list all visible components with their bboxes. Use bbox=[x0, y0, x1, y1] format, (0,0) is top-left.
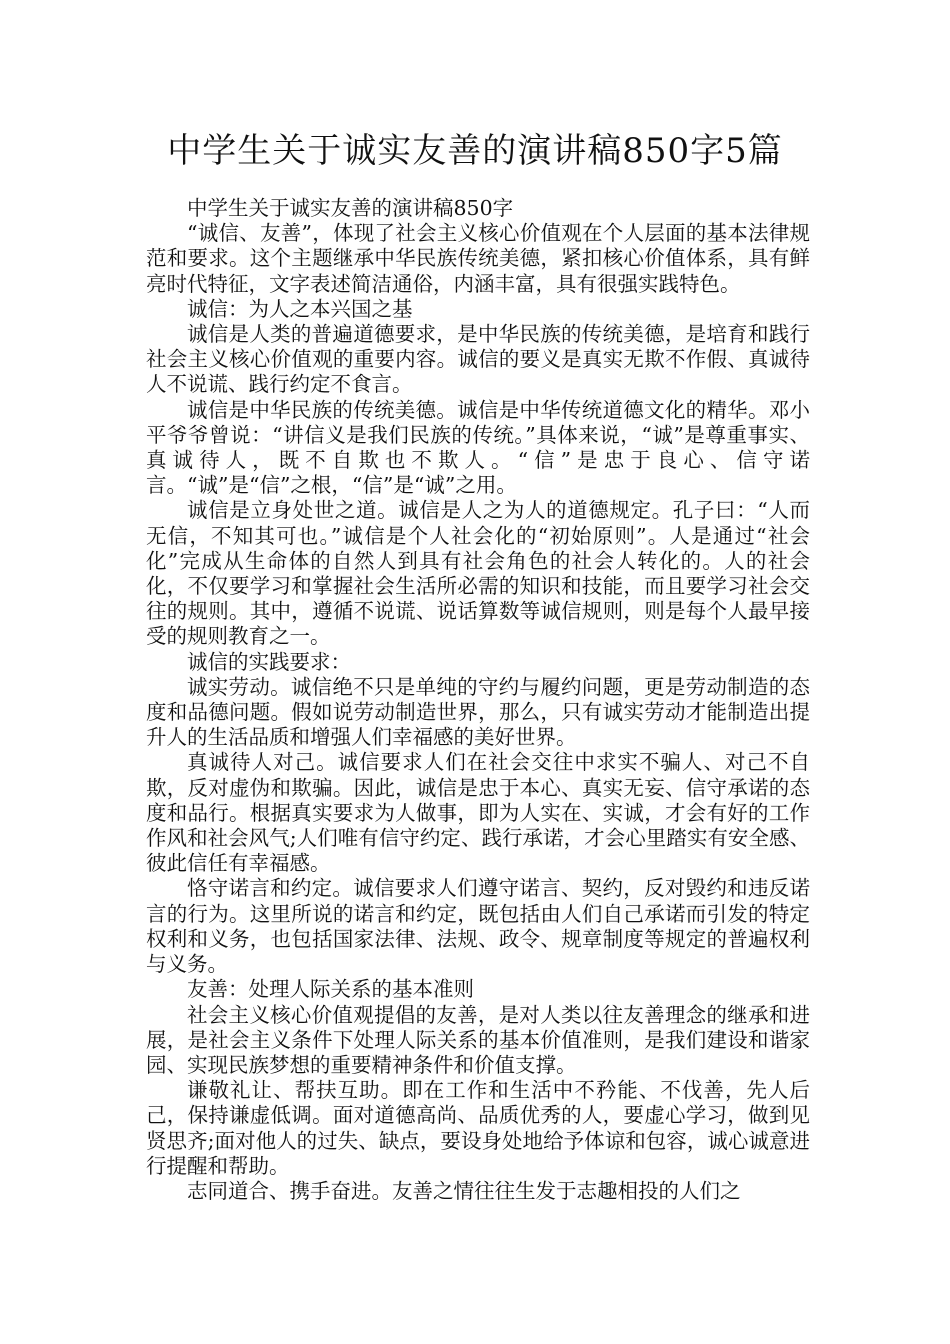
paragraph: 诚信是人类的普遍道德要求，是中华民族的传统美德，是培育和践行社会主义核心价值观的重要内容。诚信的要义是真实无欺不作假、真诚待人不说谎、践行约定不食言。 bbox=[146, 322, 810, 397]
paragraph: 诚实劳动。诚信绝不只是单纯的守约与履约问题，更是劳动制造的态度和品德问题。假如说劳动制造世界，那么，只有诚实劳动才能制造出提升人的生活品质和增强人们幸福感的美好世界。 bbox=[146, 674, 810, 750]
paragraph: 社会主义核心价值观提倡的友善，是对人类以往友善理念的继承和进展，是社会主义条件下处理人际关系的基本价值准则，是我们建设和谐家园、实现民族梦想的重要精神条件和价值支撑。 bbox=[146, 1002, 810, 1077]
section-heading-practice: 诚信的实践要求： bbox=[187, 649, 351, 674]
section-heading-friendliness: 友善：处理人际关系的基本准则 bbox=[187, 977, 474, 1002]
paragraph-subtitle: 中学生关于诚实友善的演讲稿850字 bbox=[187, 196, 514, 220]
paragraph: 志同道合、携手奋进。友善之情往往生发于志趣相投的人们之 bbox=[187, 1178, 741, 1203]
paragraph: 恪守诺言和约定。诚信要求人们遵守诺言、契约，反对毁约和违反诺言的行为。这里所说的诺言和约定，既包括由人们自己承诺而引发的特定权利和义务，也包括国家法律、法规、政令、规章制度等规定的普遍权利与义务。 bbox=[146, 876, 810, 977]
paragraph: 诚信是中华民族的传统美德。诚信是中华传统道德文化的精华。邓小平爷爷曾说：“讲信义是我们民族的传统。”具体来说，“诚”是尊重事实、真诚待人，既不自欺也不欺人。“信”是忠于良心、信守诺言。“诚”是“信”之根，“信”是“诚”之用。 bbox=[146, 397, 810, 498]
document-title: 中学生关于诚实友善的演讲稿850字5篇 bbox=[167, 131, 783, 171]
paragraph: 谦敬礼让、帮扶互助。即在工作和生活中不矜能、不伐善，先人后己，保持谦虚低调。面对道德高尚、品质优秀的人，要虚心学习，做到见贤思齐;面对他人的过失、缺点，要设身处地给予体谅和包容，诚心诚意进行提醒和帮助。 bbox=[146, 1078, 810, 1178]
document-body bbox=[146, 196, 810, 1204]
paragraph-intro: “诚信、友善”，体现了社会主义核心价值观在个人层面的基本法律规范和要求。这个主题继承中华民族传统美德，紧扣核心价值体系，具有鲜亮时代特征，文字表述简洁通俗，内涵丰富，具有很强实践特色。 bbox=[146, 221, 810, 296]
paragraph: 真诚待人对己。诚信要求人们在社会交往中求实不骗人、对己不自欺，反对虚伪和欺骗。因此，诚信是忠于本心、真实无妄、信守承诺的态度和品行。根据真实要求为人做事，即为人实在、实诚，才会有好的工作作风和社会风气;人们唯有信守约定、践行承诺，才会心里踏实有安全感、彼此信任有幸福感。 bbox=[146, 750, 810, 876]
paragraph: 诚信是立身处世之道。诚信是人之为人的道德规定。孔子曰：“人而无信，不知其可也。”诚信是个人社会化的“初始原则”。人是通过“社会化”完成从生命体的自然人到具有社会角色的社会人转化的。人的社会化，不仅要学习和掌握社会生活所必需的知识和技能，而且要学习社会交往的规则。其中，遵循不说谎、说话算数等诚信规则，则是每个人最早接受的规则教育之一。 bbox=[146, 498, 810, 649]
section-heading-honesty: 诚信：为人之本兴国之基 bbox=[187, 296, 413, 321]
